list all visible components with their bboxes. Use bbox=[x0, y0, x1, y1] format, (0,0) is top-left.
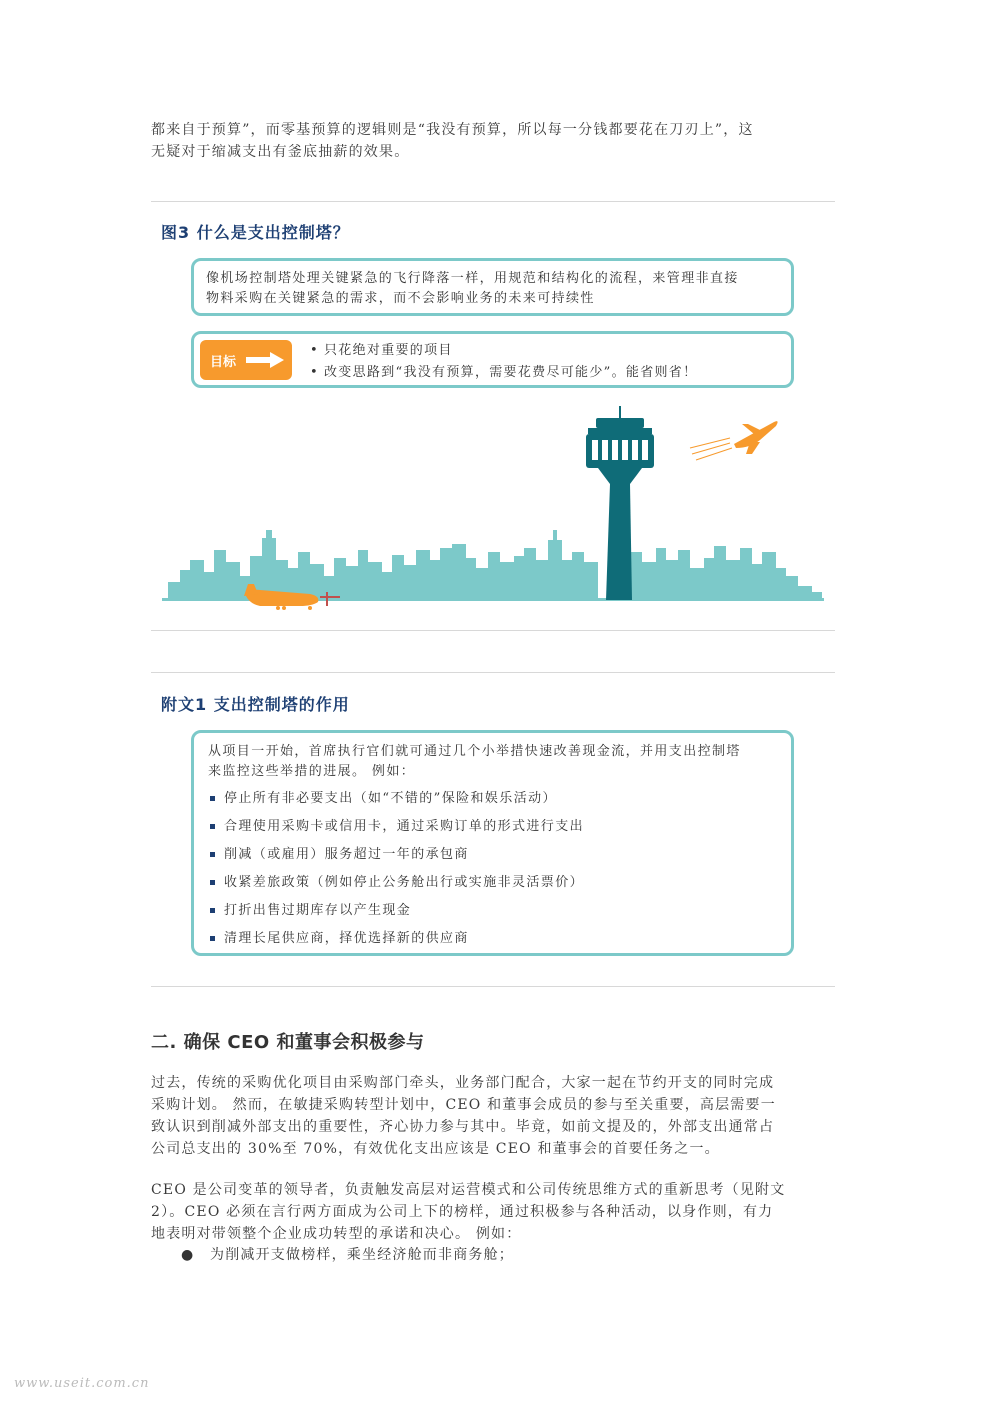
watermark: www.useit.com.cn bbox=[14, 1376, 150, 1391]
goal-box bbox=[191, 331, 794, 388]
divider bbox=[151, 986, 835, 987]
section-heading: 二. 确保 CEO 和董事会积极参与 bbox=[151, 1032, 425, 1053]
arrow-right-icon bbox=[244, 350, 288, 370]
intro-line-2: 无疑对于缩减支出有釜底抽薪的效果。 bbox=[151, 144, 410, 160]
appendix-intro-line-2: 来监控这些举措的进展。 例如： bbox=[208, 764, 416, 779]
definition-box bbox=[191, 258, 794, 316]
flying-plane-icon bbox=[690, 421, 778, 460]
list-item: 停止所有非必要支出（如“不错的”保险和娱乐活动） bbox=[208, 785, 791, 813]
goal-label: 目标 bbox=[210, 355, 237, 370]
paragraph-line: 过去，传统的采购优化项目由采购部门牵头，业务部门配合，大家一起在节约开支的同时完成 bbox=[151, 1075, 775, 1091]
appendix-intro-line-1: 从项目一开始，首席执行官们就可通过几个小举措快速改善现金流，并用支出控制塔 bbox=[208, 744, 741, 759]
goal-tag bbox=[200, 340, 292, 380]
definition-line-1: 像机场控制塔处理关键紧急的飞行降落一样，用规范和结构化的流程，来管理非直接 bbox=[206, 271, 739, 286]
section-paragraph-1 bbox=[151, 1072, 841, 1160]
goal-list bbox=[310, 340, 697, 384]
intro-line-1: 都来自于预算”，而零基预算的逻辑则是“我没有预算，所以每一分钱都要花在刀刃上”，这 bbox=[151, 122, 754, 138]
paragraph-line: 地表明对带领整个企业成功转型的承诺和决心。 例如： bbox=[151, 1226, 522, 1242]
divider bbox=[151, 201, 835, 202]
appendix-box bbox=[191, 730, 794, 956]
appendix-title: 附文1 支出控制塔的作用 bbox=[161, 695, 350, 714]
section-paragraph-2 bbox=[151, 1179, 841, 1245]
divider bbox=[151, 630, 835, 631]
divider bbox=[151, 672, 835, 673]
definition-line-2: 物料采购在关键紧急的需求，而不会影响业务的未来可持续性 bbox=[206, 291, 595, 306]
list-item: 打折出售过期库存以产生现金 bbox=[208, 897, 791, 925]
paragraph-line: 致认识到削减外部支出的重要性，齐心协力参与其中。毕竟，如前文提及的，外部支出通常占 bbox=[151, 1119, 775, 1135]
goal-item: • 只花绝对重要的项目 bbox=[310, 340, 697, 362]
bullet-dot-icon: ● bbox=[181, 1247, 194, 1263]
list-item: 收紧差旅政策（例如停止公务舱出行或实施非灵活票价） bbox=[208, 869, 791, 897]
section-bullet: 为削减开支做榜样，乘坐经济舱而非商务舱； bbox=[210, 1247, 514, 1263]
goal-item: • 改变思路到“我没有预算，需要花费尽可能少”。能省则省！ bbox=[310, 362, 697, 384]
paragraph-line: 采购计划。 然而，在敏捷采购转型计划中，CEO 和董事会成员的参与至关重要，高层需要一 bbox=[151, 1097, 776, 1113]
appendix-list bbox=[208, 785, 791, 953]
figure-title: 图3 什么是支出控制塔？ bbox=[161, 223, 350, 242]
list-item: 合理使用采购卡或信用卡，通过采购订单的形式进行支出 bbox=[208, 813, 791, 841]
paragraph-line: CEO 是公司变革的领导者，负责触发高层对运营模式和公司传统思维方式的重新思考（见附文 bbox=[151, 1182, 786, 1198]
intro-paragraph bbox=[151, 119, 841, 163]
control-tower-illustration bbox=[160, 400, 830, 615]
paragraph-line: 2）。CEO 必须在言行两方面成为公司上下的榜样，通过积极参与各种活动，以身作则，有力 bbox=[151, 1204, 774, 1220]
list-item: 削减（或雇用）服务超过一年的承包商 bbox=[208, 841, 791, 869]
list-item: 清理长尾供应商，择优选择新的供应商 bbox=[208, 925, 791, 953]
paragraph-line: 公司总支出的 30%至 70%，有效优化支出应该是 CEO 和董事会的首要任务之一。 bbox=[151, 1141, 720, 1157]
